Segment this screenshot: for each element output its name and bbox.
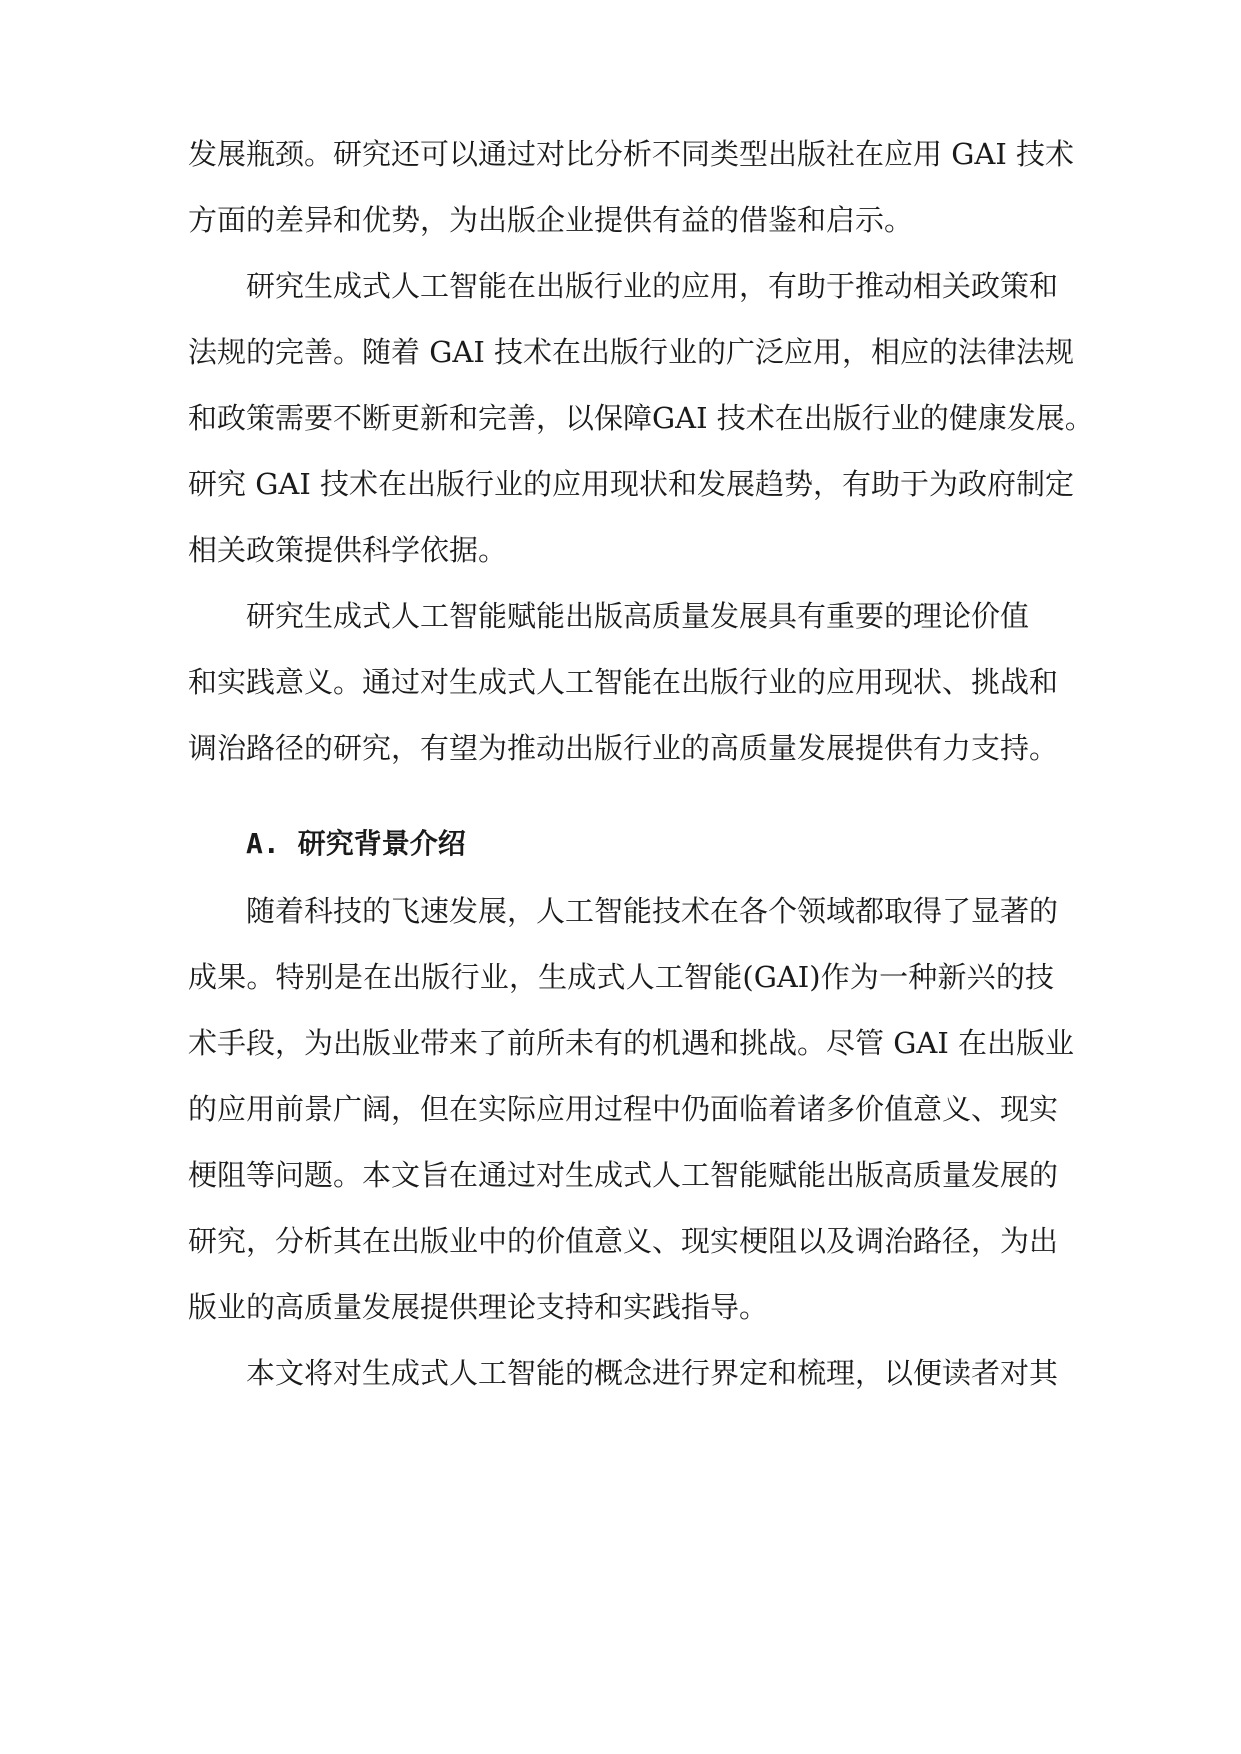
paragraph-5-line-1: 本文将对生成式人工智能的概念进行界定和梳理，以便读者对其 [246, 1356, 1059, 1390]
paragraph-4-line-6: 研究，分析其在出版业中的价值意义、现实梗阻以及调治路径，为出 [188, 1224, 1059, 1258]
paragraph-1-line-2: 方面的差异和优势，为出版企业提供有益的借鉴和启示。 [188, 203, 914, 237]
paragraph-3-line-1: 研究生成式人工智能赋能出版高质量发展具有重要的理论价值 [246, 599, 1030, 633]
paragraph-2-line-3: 和政策需要不断更新和完善，以保障GAI 技术在出版行业的健康发展。 [188, 401, 1094, 435]
paragraph-3-line-3: 调治路径的研究，有望为推动出版行业的高质量发展提供有力支持。 [188, 731, 1059, 765]
paragraph-1-line-1: 发展瓶颈。研究还可以通过对比分析不同类型出版社在应用 GAI 技术 [188, 137, 1075, 171]
paragraph-3-line-2: 和实践意义。通过对生成式人工智能在出版行业的应用现状、挑战和 [188, 665, 1059, 699]
section-heading-number: A. [246, 827, 280, 860]
paragraph-4-line-2: 成果。特别是在出版行业，生成式人工智能(GAI)作为一种新兴的技 [188, 960, 1054, 994]
paragraph-4-line-7: 版业的高质量发展提供理论支持和实践指导。 [188, 1290, 769, 1324]
section-heading [246, 824, 466, 864]
paragraph-2-line-1: 研究生成式人工智能在出版行业的应用，有助于推动相关政策和 [246, 269, 1059, 303]
paragraph-4-line-5: 梗阻等问题。本文旨在通过对生成式人工智能赋能出版高质量发展的 [188, 1158, 1059, 1192]
paragraph-4-line-1: 随着科技的飞速发展，人工智能技术在各个领域都取得了显著的 [246, 894, 1059, 928]
paragraph-2-line-2: 法规的完善。随着 GAI 技术在出版行业的广泛应用，相应的法律法规 [188, 335, 1075, 369]
paragraph-4-line-4: 的应用前景广阔，但在实际应用过程中仍面临着诸多价值意义、现实 [188, 1092, 1059, 1126]
paragraph-2-line-4: 研究 GAI 技术在出版行业的应用现状和发展趋势，有助于为政府制定 [188, 467, 1075, 501]
paragraph-4-line-3: 术手段，为出版业带来了前所未有的机遇和挑战。尽管 GAI 在出版业 [188, 1026, 1075, 1060]
paragraph-2-line-5: 相关政策提供科学依据。 [188, 533, 508, 567]
section-heading-title: 研究背景介绍 [297, 827, 466, 860]
